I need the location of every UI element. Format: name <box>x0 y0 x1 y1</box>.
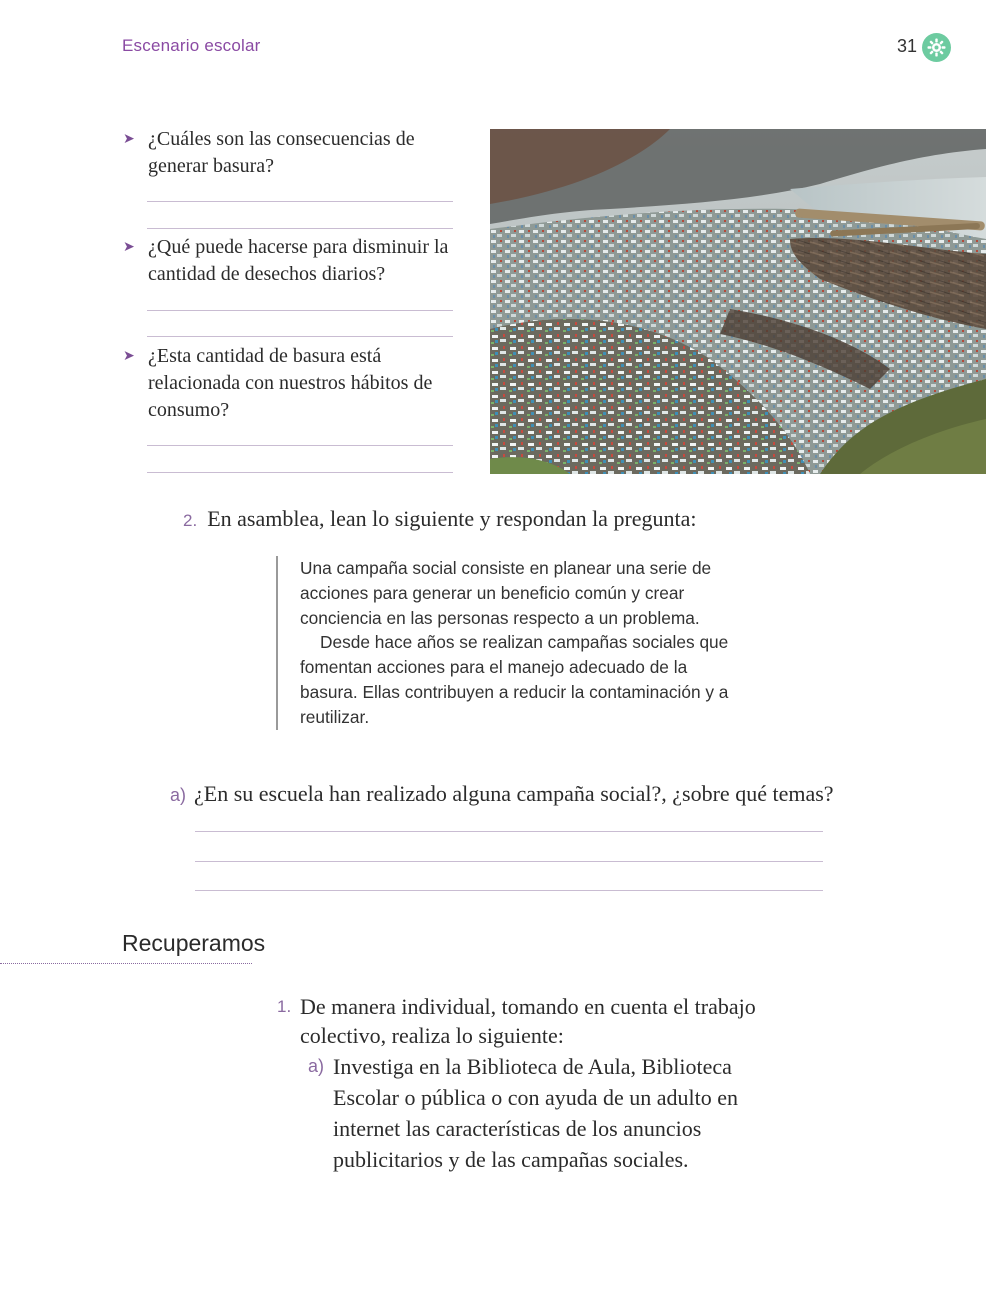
answer-line[interactable] <box>195 831 823 832</box>
instruction-item-1 <box>277 992 797 1050</box>
campaign-definition-quote <box>276 556 740 730</box>
section-divider <box>0 963 252 964</box>
question-consumption-habits <box>123 343 453 424</box>
question-a <box>170 780 834 809</box>
triangle-bullet-icon: ➤ <box>123 240 135 255</box>
answer-line[interactable] <box>147 472 453 473</box>
section-heading: Recuperamos <box>122 930 266 956</box>
question-text: ¿En su escuela han realizado alguna campaña social?, ¿sobre qué temas? <box>194 781 834 806</box>
question-reduce-waste <box>123 234 453 288</box>
question-text: ¿Esta cantidad de basura está relacionada con nuestros hábitos de consumo? <box>148 345 433 421</box>
answer-line[interactable] <box>147 310 453 311</box>
answer-line[interactable] <box>147 445 453 446</box>
page-number: 31 <box>897 36 918 56</box>
answer-line[interactable] <box>195 861 823 862</box>
answer-line[interactable] <box>147 336 453 337</box>
instruction-item-1a <box>308 1051 748 1175</box>
question-label: a) <box>170 785 187 805</box>
item-number: 1. <box>277 997 292 1016</box>
item-number: 2. <box>183 511 198 530</box>
instruction-text: De manera individual, tomando en cuenta el trabajo colectivo, realiza lo siguiente: <box>300 994 756 1048</box>
quote-paragraph-2: Desde hace años se realizan campañas sociales que fomentan acciones para el manejo adecuado de la basura. Ellas contribuyen a reducir la contaminación y a reutilizar. <box>300 632 729 727</box>
subitem-label: a) <box>308 1056 325 1076</box>
quote-paragraph-1: Una campaña social consiste en planear una serie de acciones para generar un beneficio común y crear conciencia en las personas respecto a un problema. <box>300 558 712 628</box>
instruction-text: En asamblea, lean lo siguiente y respondan la pregunta: <box>207 506 697 531</box>
gear-badge-icon <box>922 33 951 62</box>
triangle-bullet-icon: ➤ <box>123 349 135 364</box>
question-consequences <box>123 126 453 180</box>
garbage-river-photo <box>490 129 986 474</box>
answer-line[interactable] <box>147 201 453 202</box>
subitem-text: Investiga en la Biblioteca de Aula, Biblioteca Escolar o pública o con ayuda de un adulto en internet las características de los anuncios publicitarios y de las campañas sociales. <box>333 1054 739 1172</box>
question-text: ¿Cuáles son las consecuencias de generar basura? <box>148 128 415 177</box>
question-text: ¿Qué puede hacerse para disminuir la cantidad de desechos diarios? <box>148 236 449 285</box>
triangle-bullet-icon: ➤ <box>123 132 135 147</box>
section-title: Escenario escolar <box>122 36 261 55</box>
instruction-item-2 <box>183 505 697 535</box>
answer-line[interactable] <box>195 890 823 891</box>
answer-line[interactable] <box>147 228 453 229</box>
